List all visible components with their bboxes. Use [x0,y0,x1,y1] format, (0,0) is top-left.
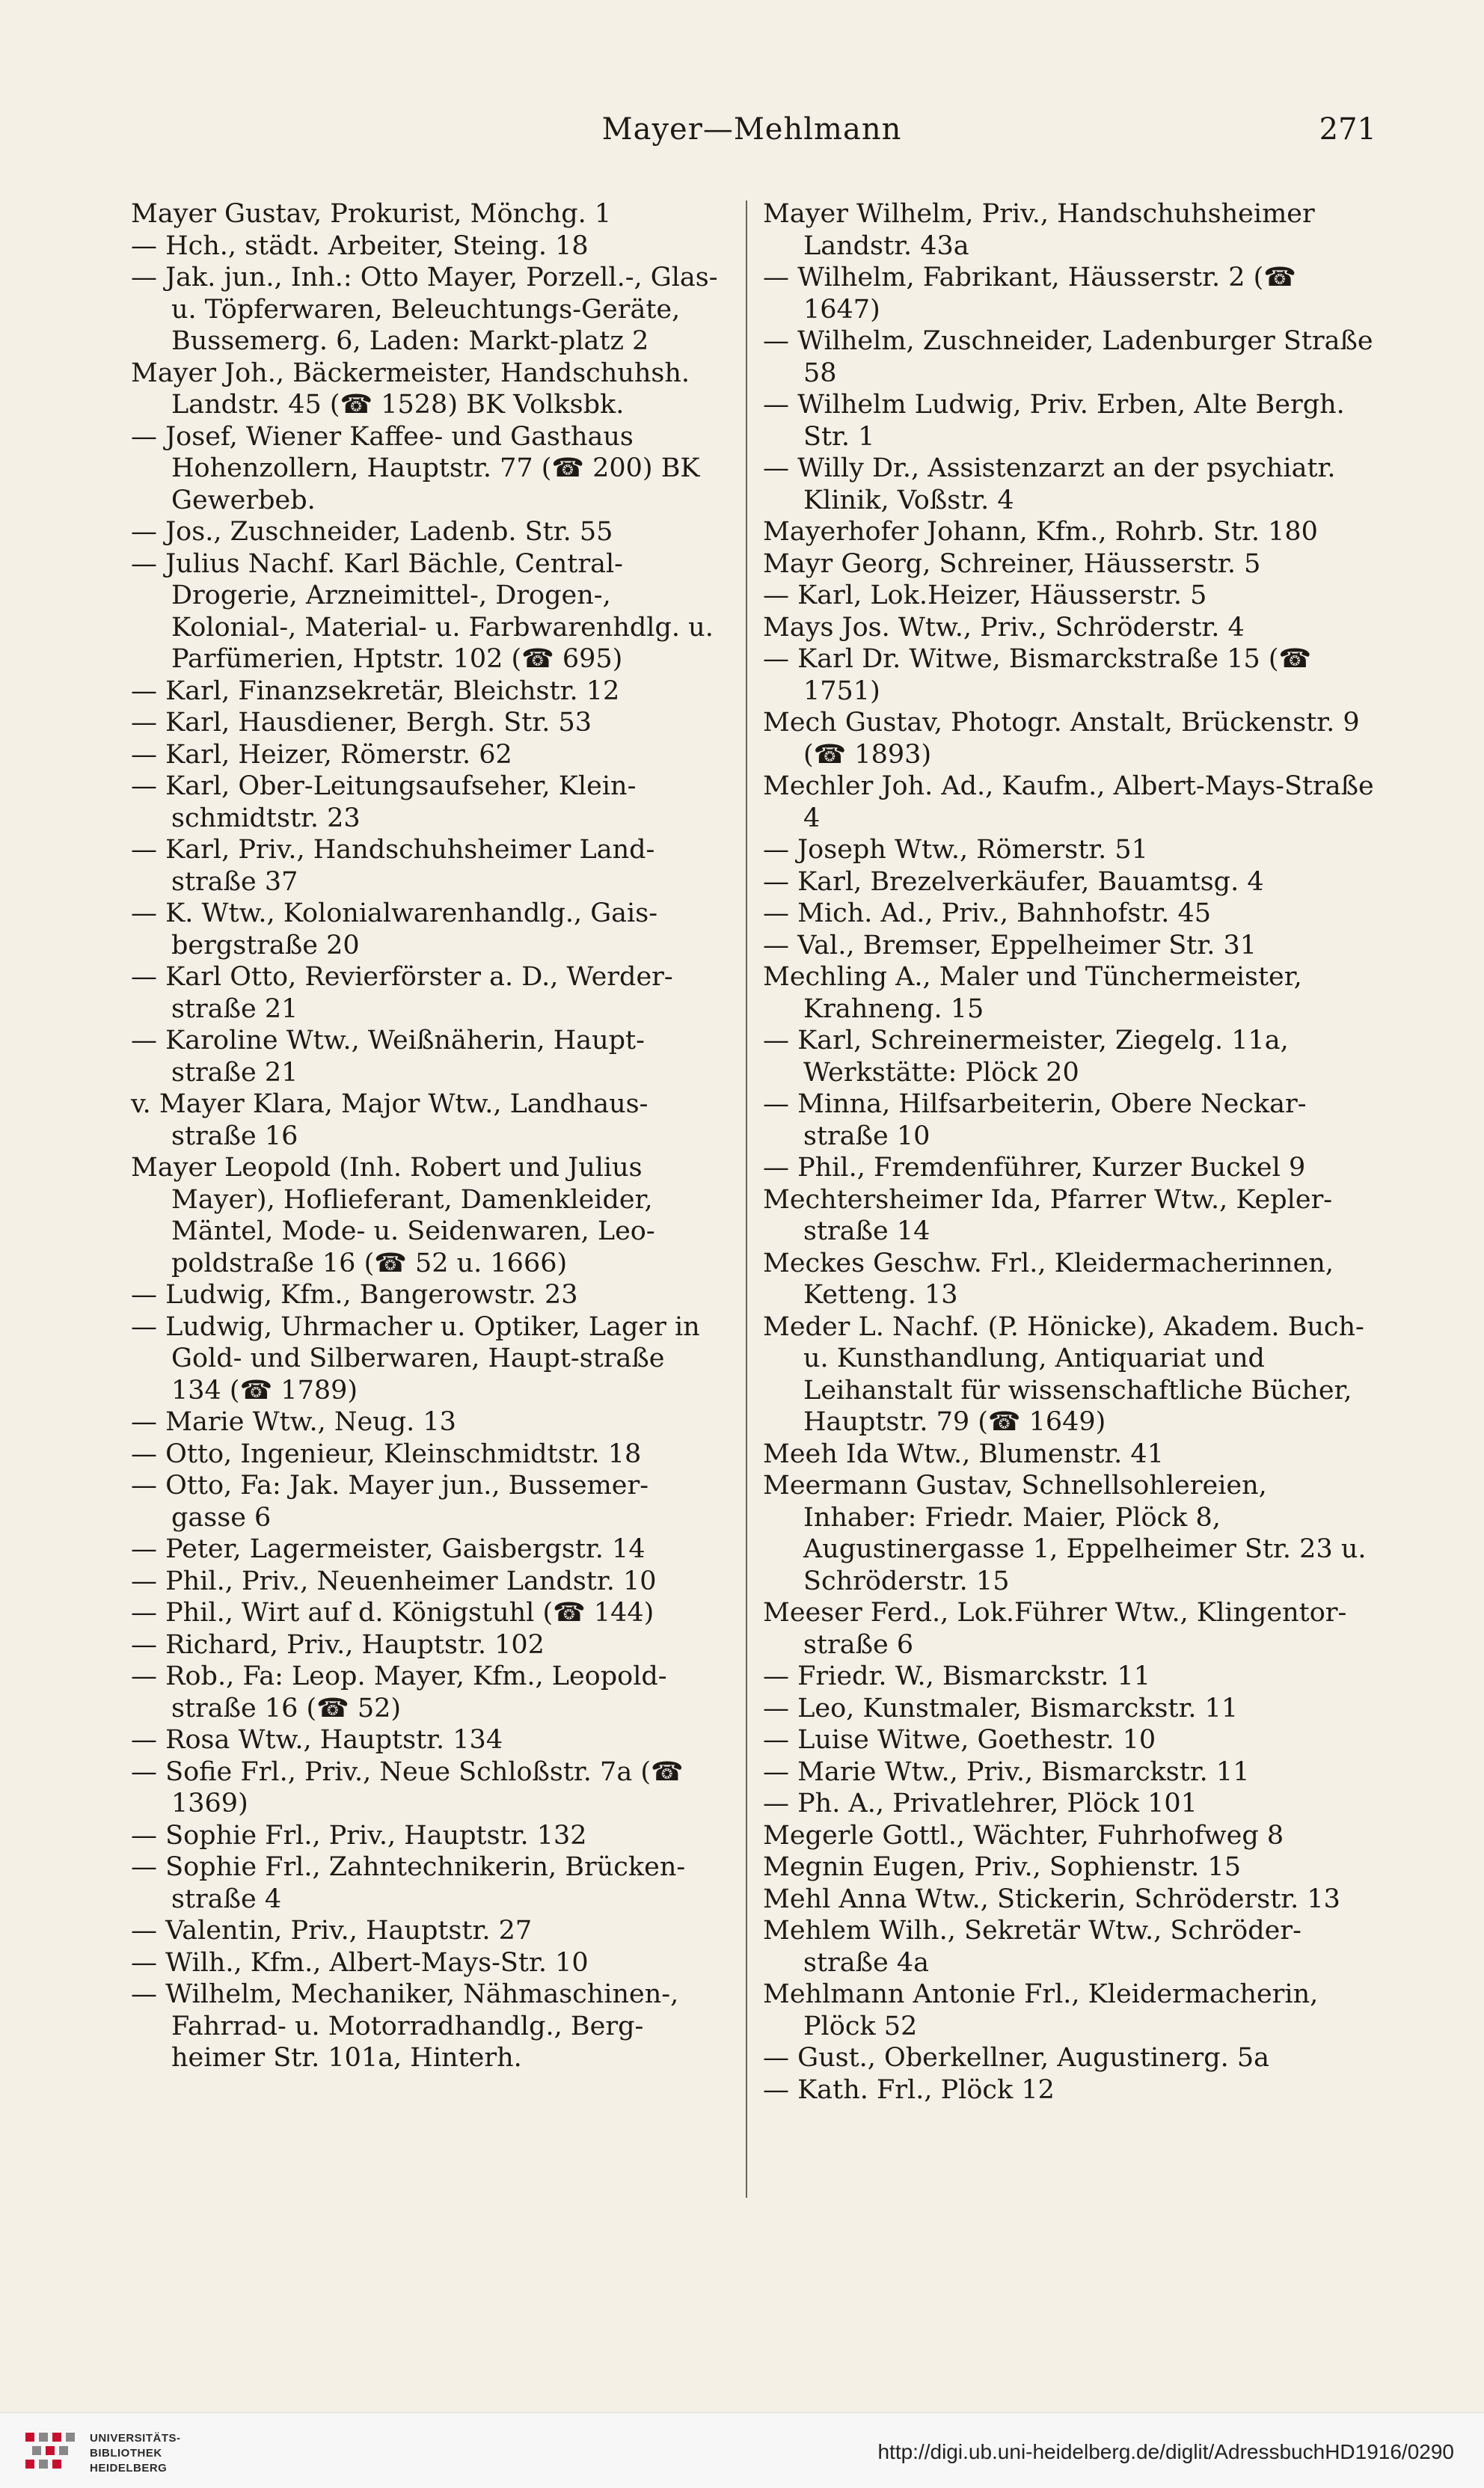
directory-entry: — Karl, Hausdiener, Bergh. Str. 53 [131,708,592,738]
directory-entry: — Karl, Brezelverkäufer, Bauamtsg. 4 [763,866,1264,897]
directory-entry: — Karl, Heizer, Römerstr. 62 [131,739,512,770]
directory-entry: Meeh Ida Wtw., Blumenstr. 41 [763,1438,1164,1469]
directory-entry: Mechler Joh. Ad., Kaufm., Albert-Mays-Straße 4 [763,771,1374,833]
directory-entry: — Kath. Frl., Plöck 12 [763,2074,1055,2105]
directory-entry: — Karl, Schreinermeister, Ziegelg. 11a, Werkstätte: Plöck 20 [763,1026,1289,1088]
directory-entry: Meder L. Nachf. (P. Hönicke), Akadem. Buch- u. Kunsthandlung, Antiquariat und Leihanstalt für wissenschaftliche Bücher, Hauptstr. 79 (☎ 1649) [763,1311,1364,1437]
directory-entry: — Karoline Wtw., Weißnäherin, Haupt-straße 21 [131,1026,645,1088]
directory-entry: Mayer Wilhelm, Priv., Handschuhsheimer Landstr. 43a [763,199,1315,261]
directory-entry: Mechling A., Maler und Tünchermeister, Krahneng. 15 [763,962,1302,1024]
directory-entry: — Wilhelm, Mechaniker, Nähmaschinen-, Fahrrad- u. Motorradhandlg., Berg-heimer Str. 101a, Hinterh. [131,1979,679,2073]
directory-entry: — Wilhelm, Fabrikant, Häusserstr. 2 (☎ 1647) [763,263,1296,325]
directory-entry: — Hch., städt. Arbeiter, Steing. 18 [131,230,589,261]
directory-entry: Mechtersheimer Ida, Pfarrer Wtw., Kepler-straße 14 [763,1184,1333,1246]
directory-entry: — Peter, Lagermeister, Gaisbergstr. 14 [131,1534,646,1564]
directory-entry: Megnin Eugen, Priv., Sophienstr. 15 [763,1852,1241,1882]
directory-entry: — Karl Otto, Revierförster a. D., Werder-straße 21 [131,962,673,1024]
directory-entry: — Julius Nachf. Karl Bächle, Central-Drogerie, Arzneimittel-, Drogen-, Kolonial-, Material- u. Farbwarenhdlg. u. Parfümerien, Hptstr. 102 (☎ 695) [131,548,714,674]
directory-entry: — Wilhelm Ludwig, Priv. Erben, Alte Bergh. Str. 1 [763,390,1345,452]
directory-entry: Mayerhofer Johann, Kfm., Rohrb. Str. 180 [763,517,1318,547]
directory-entry: — Marie Wtw., Priv., Bismarckstr. 11 [763,1756,1250,1787]
directory-entry: — Jos., Zuschneider, Ladenb. Str. 55 [131,517,613,547]
directory-entry: Mayr Georg, Schreiner, Häusserstr. 5 [763,548,1261,579]
directory-entry: Mehlmann Antonie Frl., Kleidermacherin, Plöck 52 [763,1979,1319,2041]
directory-entry: Mehl Anna Wtw., Stickerin, Schröderstr. 13 [763,1884,1340,1914]
directory-entry: — Val., Bremser, Eppelheimer Str. 31 [763,930,1257,960]
library-logo-text [90,2431,181,2476]
logo-line: UNIVERSITÄTS- [90,2432,181,2445]
library-logo-icon [22,2428,81,2478]
directory-entry: — Karl, Priv., Handschuhsheimer Land-straße 37 [131,835,655,897]
directory-entry: — Rosa Wtw., Hauptstr. 134 [131,1725,503,1755]
directory-entry: Mehlem Wilh., Sekretär Wtw., Schröder-straße 4a [763,1916,1301,1978]
directory-entry: — Mich. Ad., Priv., Bahnhofstr. 45 [763,898,1212,928]
directory-entry: — Wilh., Kfm., Albert-Mays-Str. 10 [131,1947,589,1978]
logo-line: BIBLIOTHEK [90,2447,162,2460]
directory-entry: — K. Wtw., Kolonialwarenhandlg., Gais-bergstraße 20 [131,898,658,960]
page-number: 271 [1319,112,1376,147]
directory-entry: — Willy Dr., Assistenzarzt an der psychiatr. Klinik, Voßstr. 4 [763,453,1336,515]
left-column [131,198,722,2074]
right-column [763,198,1380,2106]
page-header [127,112,1376,157]
directory-entry: Meermann Gustav, Schnellsohlereien, Inhaber: Friedr. Maier, Plöck 8, Augustinergasse 1, Eppelheimer Str. 23 u. Schröderstr. 15 [763,1471,1367,1596]
directory-entry: Mayer Leopold (Inh. Robert und Julius Mayer), Hoflieferant, Damenkleider, Mäntel, Mode- u. Seidenwaren, Leo-poldstraße 16 (☎ 52 u. 1666) [131,1153,655,1278]
directory-entry: — Sophie Frl., Priv., Hauptstr. 132 [131,1820,587,1851]
directory-entry: — Valentin, Priv., Hauptstr. 27 [131,1916,533,1946]
directory-entry: — Karl, Finanzsekretär, Bleichstr. 12 [131,675,620,706]
directory-entry: — Luise Witwe, Goethestr. 10 [763,1725,1156,1755]
directory-entry: — Gust., Oberkellner, Augustinerg. 5a [763,2043,1270,2073]
directory-entry: Mays Jos. Wtw., Priv., Schröderstr. 4 [763,612,1245,643]
directory-entry: — Leo, Kunstmaler, Bismarckstr. 11 [763,1693,1239,1723]
directory-entry: Meeser Ferd., Lok.Führer Wtw., Klingentor-straße 6 [763,1598,1347,1660]
directory-entry: — Phil., Priv., Neuenheimer Landstr. 10 [131,1566,657,1596]
source-url-link[interactable]: http://digi.ub.uni-heidelberg.de/diglit/AdressbuchHD1916/0290 [877,2440,1454,2463]
directory-entry: — Otto, Ingenieur, Kleinschmidtstr. 18 [131,1438,642,1469]
directory-entry: — Ph. A., Privatlehrer, Plöck 101 [763,1789,1198,1818]
directory-entry: — Friedr. W., Bismarckstr. 11 [763,1661,1150,1691]
directory-entry: — Phil., Wirt auf d. Königstuhl (☎ 144) [131,1598,654,1628]
directory-entry: — Phil., Fremdenführer, Kurzer Buckel 9 [763,1153,1306,1183]
directory-entry: — Sofie Frl., Priv., Neue Schloßstr. 7a (☎ 1369) [131,1756,684,1818]
directory-entry: — Sophie Frl., Zahntechnikerin, Brücken-straße 4 [131,1852,686,1914]
directory-entry: — Karl, Lok.Heizer, Häusserstr. 5 [763,580,1207,610]
directory-entry: — Richard, Priv., Hauptstr. 102 [131,1629,545,1660]
directory-entry: — Karl Dr. Witwe, Bismarckstraße 15 (☎ 1751) [763,644,1312,706]
directory-entry: — Ludwig, Uhrmacher u. Optiker, Lager in Gold- und Silberwaren, Haupt-straße 134 (☎ 1789) [131,1311,700,1406]
directory-entry: — Karl, Ober-Leitungsaufseher, Klein-schmidtstr. 23 [131,771,637,833]
directory-entry: — Marie Wtw., Neug. 13 [131,1407,456,1437]
directory-entry: — Otto, Fa: Jak. Mayer jun., Bussemer-gasse 6 [131,1471,649,1533]
directory-entry: — Minna, Hilfsarbeiterin, Obere Neckar-straße 10 [763,1089,1307,1151]
directory-entry: Mayer Joh., Bäckermeister, Handschuhsh. Landstr. 45 (☎ 1528) BK Volksbk. [131,358,690,420]
directory-entry: Mech Gustav, Photogr. Anstalt, Brückenstr. 9 (☎ 1893) [763,708,1360,770]
directory-entry: Meckes Geschw. Frl., Kleidermacherinnen, Ketteng. 13 [763,1248,1334,1310]
directory-entry: — Wilhelm, Zuschneider, Ladenburger Straße 58 [763,326,1373,388]
directory-entry: v. Mayer Klara, Major Wtw., Landhaus-straße 16 [131,1089,649,1151]
directory-entry: Mayer Gustav, Prokurist, Mönchg. 1 [131,199,612,229]
directory-entry: — Josef, Wiener Kaffee- und Gasthaus Hohenzollern, Hauptstr. 77 (☎ 200) BK Gewerbeb. [131,421,700,515]
page-title: Mayer—Mehlmann [601,112,902,147]
directory-entry: — Rob., Fa: Leop. Mayer, Kfm., Leopold-straße 16 (☎ 52) [131,1661,667,1723]
logo-line: HEIDELBERG [90,2462,168,2475]
footer-bar [0,2412,1484,2488]
directory-entry: Megerle Gottl., Wächter, Fuhrhofweg 8 [763,1820,1284,1851]
directory-entry: — Ludwig, Kfm., Bangerowstr. 23 [131,1280,578,1310]
directory-entry: — Joseph Wtw., Römerstr. 51 [763,835,1148,865]
column-divider [746,200,747,2198]
directory-entry: — Jak. jun., Inh.: Otto Mayer, Porzell.-, Glas- u. Töpferwaren, Beleuchtungs-Geräte, Bussemerg. 6, Laden: Markt-platz 2 [131,263,718,356]
